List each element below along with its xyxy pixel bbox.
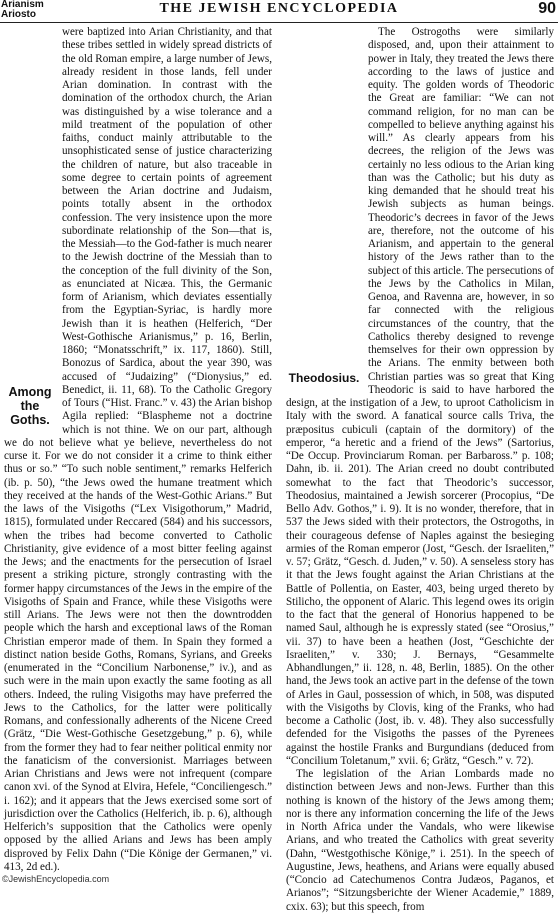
right-column (286, 26, 554, 914)
running-head-last-entry: Ariosto (1, 9, 36, 20)
side-heading-among-the-goths: Among the Goths. (8, 385, 52, 427)
encyclopedia-title: THE JEWISH ENCYCLOPEDIA (159, 1, 399, 16)
header-rule (0, 22, 558, 23)
body-paragraph: were baptized into Arian Christianity, and that these tribes settled in widely spread districts of the old Roman empire, a large number of Jews, already resident in those lands, fell under Arian domination. In contrast with the domination of the orthodox church, the Arian was distinguished by a wise tolerance and a mild treatment of the population of other faiths, conduct mainly attributable to the unsophisticated sense of justice characterizing the children of nature, but also traceable in some degree to certain points of agreement between the Arian doctrine and Judaism, points totally absent in the orthodox confession. The very insistence upon the more subordinate relationship of the Son—that is, the Messiah—to the God-father is much nearer to the Jewish doctrine of the Messiah than to the conception of the full divinity of the Son, as enunciated at Nicæa. This, the Germanic form of Arianism, which deviates essentially from the Egyptian-Syriac, is hardly more Jewish than it is heathen (Helferich, “Der West-Gothische Arianismus,” p. 16, Berlin, 1860; “Monatsschrift,” ix. 117, 1860). Still, Bonozus of Sardica, about the year 390, was accused of “Judaizing” (“Dionysius,” ed. Benedict, ii. 11, 68). To the Catholic Gregory of Tours (“Hist. Franc.” v. 43) the Arian bishop Agila replied: “Blaspheme not a doctrine which is not thine. We on our part, although we do not believe what ye believe, nevertheless do not curse it. For we do not consider it a crime to think either thus or so.” “To such noble sentiment,” remarks Helferich (ib. p. 50), “the Jews owed the humane treatment which they received at the hands of the West-Gothic Arians.” But the laws of the Visigoths (“Lex Visigothorum,” Madrid, 1815), formulated under Reccared (584) and his successors, when the tribes had become converted to Catholic Christianity, give evidence of a most bitter feeling against the Jews; and the enactments for the persecution of Israel present a striking picture, strongly contrasting with the former happy circumstances of the Jews in the empire of the Visigoths of Spain and France, while these Visigoths were still Arians. The Jews were not then the downtrodden people which the harsh and exceptional laws of the Roman Christian emperor made of them. In Spain they formed a distinct nation beside Goths, Romans, Syrians, and Greeks (enumerated in the “Concilium Narbonense,” iv.), and as such were in the main upon exactly the same footing as all others. Indeed, the ruling Visigoths may have preferred the Jews to the Catholics, for the latter were politically Romans, and confessionally adherents of the Nicene Creed (Grätz, “Die West-Gothische Gesetzgebung,” p. 6), while from the former they had to fear neither political enmity nor the fanaticism of the conversionist. Marriages between Arian Christians and Jews were not infrequent (compare canon xvi. of the Synod at Elvira, Hefele, “Conciliengesch.” i. 162); and it appears that the Jews exercised some sort of jurisdiction over the Catholics (Helferich, ib. p. 6), although Helferich’s supposition that the Catholics were openly opposed by the allied Arians and Jews has been amply disproved by Felix Dahn (“Die Könige der Germanen,” vi. 413, 2d ed.). (4, 26, 273, 873)
page-number: 90 (538, 0, 556, 17)
left-column (4, 26, 272, 874)
side-heading-theodosius: Theodosius. (288, 371, 360, 385)
body-paragraph: The legislation of the Arian Lombards made no distinction between Jews and non-Jews. Further than this nothing is known of the history of the Jews among them; nor is there any information concerning the life of the Jews in North Africa under the Vandals, who were likewise Arians, and who treated the Catholics with great severity (Dahn, “Westgothische Könige,” i. 251). In the speech of Augustine, Jews, heathens, and Arians were equally abused (“Concio ad Catechumenos Contra Judæos, Paganos, et Arianos”; “Sitzungsberichte der Wiener Academie,” 1889, cxix. 63); but this speech, from (286, 768, 554, 913)
running-head-first-entry: Arianism (1, 0, 44, 10)
page-header (0, 0, 558, 22)
body-paragraph: The Ostrogoths were similarly disposed, and, upon their attainment to power in Italy, they treated the Jews there according to the laws of justice and equity. The golden words of Theodoric the Great are familiar: “We can not command religion, for no man can be compelled to believe anything against his will.” As clearly appears from his decrees, the religion of the Jews was certainly no less odious to the Arian king than was the Catholic; but his duty as king demanded that he should treat his Jewish subjects as human beings. Theodoric’s decrees in favor of the Jews are, therefore, not the outcome of his Arianism, and appertain to the general history of the Jews rather than to the subject of this article. The persecutions of the Jews by the Catholics in Milan, Genoa, and Ravenna are, however, in so far connected with the religious circumstances of the country, that the Catholics thereby designed to revenge themselves for their own oppression by the Arians. The enmity between both Christian parties was so great that King Theodoric is said to have harbored the design, at the instigation of a Jew, to uproot Catholicism in Italy with the sword. A fanatical source calls Triva, the præpositus cubiculi (captain of the dormitory) of the emperor, “a heretic and a friend of the Jews” (Sartorius, “De Occup. Provinciarum Roman. per Barbaross.” p. 108; Dahn, ib. ii. 201). The Arian creed no doubt contributed somewhat to the fact that Theodoric’s successor, Theodosius, maintained a Jewish sorcerer (Procopius, “De Bello Adv. Gothos,” i. 9). It is no wonder, therefore, that in 537 the Jews sided with their protectors, the Ostrogoths, in their courageous defense of Naples against the besieging armies of the Roman emperor (Jost, “Gesch. der Israeliten,” v. 57; Grätz, “Gesch. d. Juden,” v. 50). A senseless story has it that the Jews fought against the Arian Christians at the Battle of Pollentia, on Easter, 403, being urged thereto by Stilicho, the opponent of Alaric. This legend owes its origin to the fact that the general of Honorius happened to be named Saul, although he is expressly stated (see “Orosius,” vii. 37) to have been a heathen (Jost, “Geschichte der Israeliten,” v. 330; J. Bernays, “Gesammelte Abhandlungen,” ii. 128, n. 48, Berlin, 1885). On the other hand, the Jews took an active part in the defense of the town of Arles in Gaul, possession of which, in 508, was disputed with the Visigoths by Clovis, king of the Franks, who had become a Catholic (Jost, ib. v. 48). They also successfully defended for the Visigoths the passes of the Pyrenees against the hostile Franks and Burgundians (deduced from “Concilium Toletanum,” xvii. 6; Grätz, “Gesch.” v. 72). (286, 26, 554, 767)
source-watermark: ©JewishEncyclopedia.com (2, 874, 110, 884)
